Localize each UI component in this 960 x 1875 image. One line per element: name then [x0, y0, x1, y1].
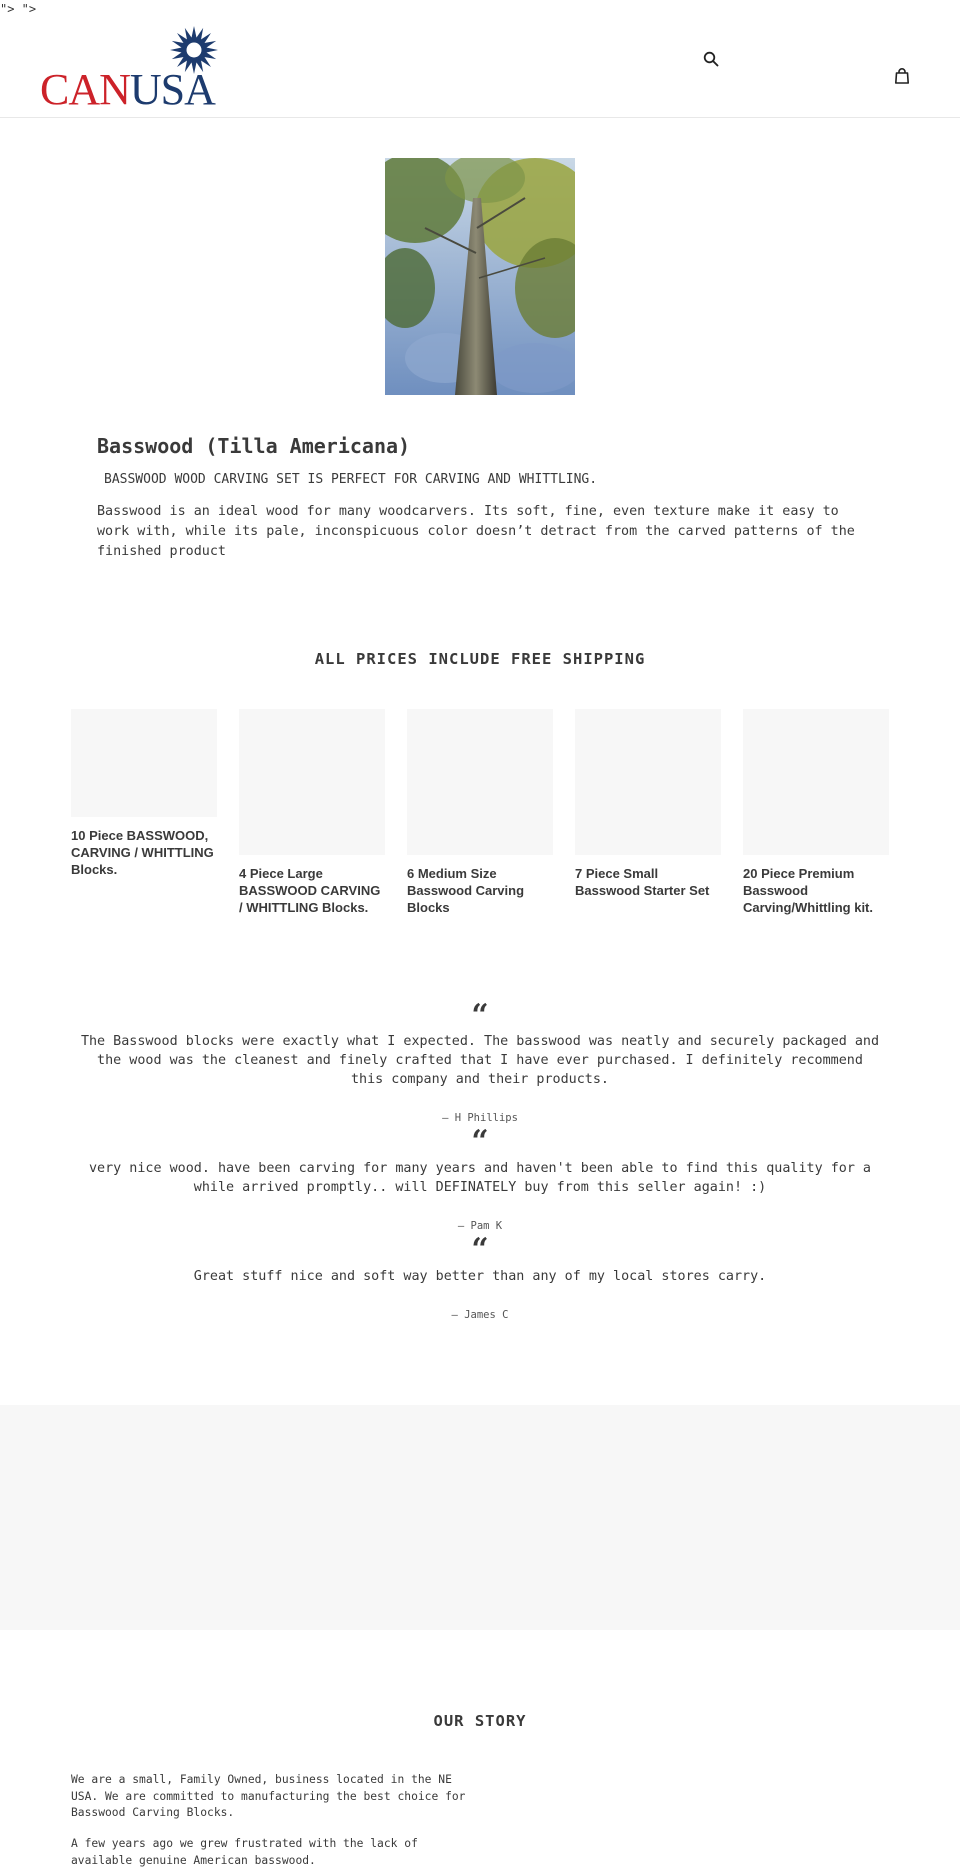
product-image-placeholder — [239, 709, 385, 855]
product-card[interactable] — [239, 709, 385, 916]
quote-icon: “ — [471, 1232, 489, 1267]
testimonial-text: Great stuff nice and soft way better than any of my local stores carry. — [193, 1269, 767, 1284]
testimonial-author: — James C — [451, 1309, 509, 1321]
logo-text-usa: USA — [129, 65, 215, 114]
hero-title: Basswood (Tilla Americana) — [97, 434, 411, 458]
cart-button[interactable] — [890, 64, 914, 88]
product-title: 20 Piece Premium Basswood Carving/Whittling kit. — [743, 866, 873, 915]
testimonial-author: — Pam K — [457, 1220, 503, 1232]
product-image-placeholder — [71, 709, 217, 817]
search-icon — [703, 51, 719, 67]
product-title: 7 Piece Small Basswood Starter Set — [575, 866, 710, 898]
product-card[interactable] — [743, 709, 889, 916]
collection-title: ALL PRICES INCLUDE FREE SHIPPING — [314, 650, 646, 668]
story-paragraph: A few years ago we grew frustrated with the lack of available genuine American basswood. — [71, 1837, 418, 1867]
quote-icon: “ — [471, 1124, 489, 1159]
product-card[interactable] — [575, 709, 721, 899]
product-title: 6 Medium Size Basswood Carving Blocks — [407, 866, 525, 915]
testimonial-author: — H Phillips — [442, 1112, 518, 1124]
product-image-placeholder — [743, 709, 889, 855]
product-title: 10 Piece BASSWOOD, CARVING / WHITTLING Blocks. — [71, 828, 214, 877]
hero-subtitle: BASSWOOD WOOD CARVING SET IS PERFECT FOR CARVING AND WHITTLING. — [104, 472, 598, 487]
logo-text-can: CAN — [40, 65, 130, 114]
testimonial-text: very nice wood. have been carving for many years and haven't been able to find this quality for a while arrived promptly.. will DEFINATELY buy from this seller again! :) — [89, 1161, 871, 1195]
site-header — [0, 0, 960, 118]
product-image-placeholder — [575, 709, 721, 855]
product-image-placeholder — [407, 709, 553, 855]
logo-wordmark — [40, 65, 215, 114]
search-button[interactable] — [699, 47, 723, 71]
product-title: 4 Piece Large BASSWOOD CARVING / WHITTLING Blocks. — [239, 866, 381, 915]
quote-icon: “ — [471, 998, 489, 1033]
story-paragraph: We are a small, Family Owned, business located in the NE USA. We are committed to manufacturing the best choice for Basswood Carving Blocks. — [71, 1773, 466, 1819]
cart-icon — [894, 68, 910, 84]
story-title: OUR STORY — [433, 1712, 527, 1730]
hero-description: Basswood is an ideal wood for many woodcarvers. Its soft, fine, even texture make it easy to work with, while its pale, inconspicuous color doesn’t detract from the carved patterns of the finished product — [97, 504, 855, 559]
tree-photo-illustration — [385, 158, 575, 395]
site-logo[interactable] — [40, 26, 220, 114]
hero-tree-image — [385, 158, 575, 395]
image-band-placeholder — [0, 1405, 960, 1630]
stray-markup-text: "> "> — [0, 2, 37, 16]
testimonial-text: The Basswood blocks were exactly what I expected. The basswood was neatly and securely packaged and the wood was the cleanest and finely crafted that I have ever purchased. I definitely recommend this company and their products. — [80, 1034, 880, 1087]
product-card[interactable] — [71, 709, 217, 878]
product-card[interactable] — [407, 709, 553, 916]
